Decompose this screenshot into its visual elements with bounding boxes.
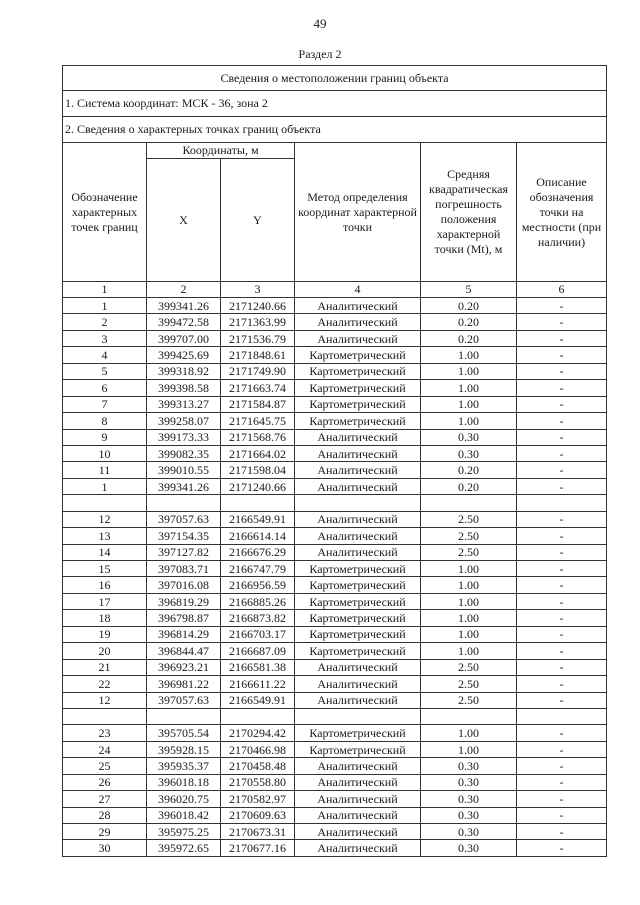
method: Аналитический [295,429,421,445]
coord-y: 2166549.91 [221,511,295,527]
point-number: 28 [63,807,147,823]
empty-cell [221,495,295,511]
method: Аналитический [295,528,421,544]
point-number: 14 [63,544,147,560]
table-row [63,429,607,445]
error-mt: 0.30 [421,758,517,774]
column-number: 2 [147,282,221,298]
error-mt: 1.00 [421,577,517,593]
point-number: 1 [63,478,147,494]
coord-x: 397154.35 [147,528,221,544]
coord-x: 399341.26 [147,298,221,314]
table-row [63,380,607,396]
table-row [63,840,607,856]
method: Аналитический [295,330,421,346]
description: - [517,692,607,708]
table-row [63,626,607,642]
coord-x: 395928.15 [147,741,221,757]
point-number: 19 [63,626,147,642]
coord-y: 2170458.48 [221,758,295,774]
coord-x: 397057.63 [147,692,221,708]
point-number: 3 [63,330,147,346]
description: - [517,445,607,461]
empty-cell [295,495,421,511]
empty-cell [63,708,147,724]
point-number: 29 [63,824,147,840]
method: Аналитический [295,478,421,494]
coord-y: 2170466.98 [221,741,295,757]
description: - [517,791,607,807]
coord-x: 395975.25 [147,824,221,840]
coord-x: 396923.21 [147,659,221,675]
method: Аналитический [295,298,421,314]
table-row [63,298,607,314]
point-number: 30 [63,840,147,856]
point-number: 6 [63,380,147,396]
error-mt: 1.00 [421,380,517,396]
table-row [63,363,607,379]
method: Аналитический [295,774,421,790]
method: Картометрический [295,380,421,396]
table-row [63,413,607,429]
empty-cell [421,495,517,511]
points-title-row: 2. Сведения о характерных точках границ объекта [63,117,607,143]
coord-y: 2171536.79 [221,330,295,346]
column-number: 3 [221,282,295,298]
coord-x: 396798.87 [147,610,221,626]
coord-x: 397127.82 [147,544,221,560]
error-mt: 2.50 [421,659,517,675]
table-row [63,511,607,527]
point-number: 10 [63,445,147,461]
coord-x: 399010.55 [147,462,221,478]
table-row [63,692,607,708]
description: - [517,824,607,840]
method: Аналитический [295,840,421,856]
empty-cell [147,495,221,511]
method: Картометрический [295,347,421,363]
error-mt: 1.00 [421,561,517,577]
table-banner: Сведения о местоположении границ объекта [63,66,607,91]
error-mt: 1.00 [421,363,517,379]
table-row [63,610,607,626]
column-number: 5 [421,282,517,298]
coord-y: 2171749.90 [221,363,295,379]
point-number: 9 [63,429,147,445]
point-number: 17 [63,593,147,609]
description: - [517,330,607,346]
point-number: 7 [63,396,147,412]
coord-x: 399258.07 [147,413,221,429]
coord-y: 2166611.22 [221,676,295,692]
description: - [517,413,607,429]
coord-system-row: 1. Система координат: МСК - 36, зона 2 [63,91,607,117]
error-mt: 1.00 [421,413,517,429]
empty-cell [63,495,147,511]
point-number: 13 [63,528,147,544]
description: - [517,643,607,659]
coord-y: 2170609.63 [221,807,295,823]
coord-x: 396814.29 [147,626,221,642]
method: Картометрический [295,593,421,609]
coord-x: 395972.65 [147,840,221,856]
coord-x: 399398.58 [147,380,221,396]
table-row [63,774,607,790]
coord-y: 2166687.09 [221,643,295,659]
description: - [517,511,607,527]
description: - [517,758,607,774]
error-mt: 2.50 [421,528,517,544]
column-number: 1 [63,282,147,298]
table-row [63,659,607,675]
coord-x: 399313.27 [147,396,221,412]
table-row [63,528,607,544]
description: - [517,363,607,379]
header-description: Описание обозначения точки на местности (при наличии) [517,143,607,282]
table-row [63,807,607,823]
header-point-designation: Обозначение характерных точек границ [63,143,147,282]
header-error: Средняя квадратическая погрешность положения характерной точки (Mt), м [421,143,517,282]
page-number: 49 [313,16,327,31]
table-row [63,593,607,609]
coord-y: 2166703.17 [221,626,295,642]
table-row [63,561,607,577]
description: - [517,676,607,692]
coord-y: 2170582.97 [221,791,295,807]
coord-x: 396018.18 [147,774,221,790]
method: Аналитический [295,544,421,560]
coord-x: 396844.47 [147,643,221,659]
empty-cell [517,495,607,511]
column-number: 6 [517,282,607,298]
error-mt: 2.50 [421,511,517,527]
header-y: Y [221,159,295,282]
method: Картометрический [295,413,421,429]
point-number: 18 [63,610,147,626]
point-number: 12 [63,692,147,708]
point-number: 16 [63,577,147,593]
error-mt: 1.00 [421,396,517,412]
object-boundaries-table [62,65,607,857]
error-mt: 1.00 [421,626,517,642]
coord-y: 2171240.66 [221,478,295,494]
coord-x: 397057.63 [147,511,221,527]
column-numbers-row [63,282,607,298]
coord-x: 396020.75 [147,791,221,807]
description: - [517,396,607,412]
table-row [63,577,607,593]
coord-y: 2171848.61 [221,347,295,363]
error-mt: 0.20 [421,478,517,494]
point-number: 1 [63,298,147,314]
coord-x: 399425.69 [147,347,221,363]
method: Аналитический [295,462,421,478]
method: Аналитический [295,314,421,330]
point-number: 24 [63,741,147,757]
table-row [63,396,607,412]
method: Аналитический [295,824,421,840]
coord-y: 2171363.99 [221,314,295,330]
error-mt: 1.00 [421,347,517,363]
point-number: 25 [63,758,147,774]
error-mt: 0.20 [421,314,517,330]
coord-y: 2171568.76 [221,429,295,445]
empty-cell [221,708,295,724]
empty-cell [147,708,221,724]
description: - [517,478,607,494]
method: Аналитический [295,676,421,692]
coord-y: 2166676.29 [221,544,295,560]
error-mt: 2.50 [421,676,517,692]
coord-x: 399173.33 [147,429,221,445]
error-mt: 0.30 [421,445,517,461]
error-mt: 0.30 [421,840,517,856]
point-number: 20 [63,643,147,659]
coord-y: 2171664.02 [221,445,295,461]
method: Аналитический [295,659,421,675]
description: - [517,577,607,593]
coord-y: 2170673.31 [221,824,295,840]
description: - [517,380,607,396]
coord-y: 2166549.91 [221,692,295,708]
description: - [517,561,607,577]
table-row [63,758,607,774]
error-mt: 1.00 [421,593,517,609]
description: - [517,544,607,560]
error-mt: 0.30 [421,774,517,790]
error-mt: 0.20 [421,330,517,346]
description: - [517,840,607,856]
method: Картометрический [295,725,421,741]
description: - [517,659,607,675]
point-number: 2 [63,314,147,330]
method: Аналитический [295,791,421,807]
method: Картометрический [295,610,421,626]
table-row [63,791,607,807]
table-row [63,741,607,757]
coord-y: 2166873.82 [221,610,295,626]
table-row [63,478,607,494]
method: Аналитический [295,692,421,708]
table-row [63,347,607,363]
point-number: 21 [63,659,147,675]
coord-y: 2171240.66 [221,298,295,314]
error-mt: 0.30 [421,429,517,445]
error-mt: 0.20 [421,298,517,314]
description: - [517,774,607,790]
method: Картометрический [295,396,421,412]
table-row [63,676,607,692]
method: Аналитический [295,511,421,527]
group-separator-row [63,495,607,511]
coord-x: 399707.00 [147,330,221,346]
method: Аналитический [295,758,421,774]
description: - [517,807,607,823]
error-mt: 1.00 [421,725,517,741]
description: - [517,429,607,445]
method: Картометрический [295,643,421,659]
method: Картометрический [295,626,421,642]
method: Аналитический [295,807,421,823]
coord-x: 396981.22 [147,676,221,692]
coord-y: 2170294.42 [221,725,295,741]
coord-y: 2166885.26 [221,593,295,609]
description: - [517,347,607,363]
method: Картометрический [295,561,421,577]
coord-x: 397083.71 [147,561,221,577]
description: - [517,462,607,478]
coord-x: 399082.35 [147,445,221,461]
coord-y: 2166956.59 [221,577,295,593]
error-mt: 2.50 [421,544,517,560]
point-number: 12 [63,511,147,527]
group-separator-row [63,708,607,724]
coord-x: 396018.42 [147,807,221,823]
description: - [517,725,607,741]
table-row [63,725,607,741]
coord-y: 2170558.80 [221,774,295,790]
column-number: 4 [295,282,421,298]
coord-y: 2166747.79 [221,561,295,577]
header-x: X [147,159,221,282]
coord-x: 395935.37 [147,758,221,774]
coord-x: 399472.58 [147,314,221,330]
table-row [63,462,607,478]
error-mt: 1.00 [421,643,517,659]
description: - [517,593,607,609]
point-number: 26 [63,774,147,790]
coord-y: 2171663.74 [221,380,295,396]
description: - [517,610,607,626]
coord-y: 2166614.14 [221,528,295,544]
coord-x: 399318.92 [147,363,221,379]
empty-cell [295,708,421,724]
coord-y: 2170677.16 [221,840,295,856]
point-number: 22 [63,676,147,692]
coord-y: 2171645.75 [221,413,295,429]
table-row [63,643,607,659]
point-number: 4 [63,347,147,363]
error-mt: 0.20 [421,462,517,478]
table-row [63,330,607,346]
description: - [517,298,607,314]
method: Аналитический [295,445,421,461]
empty-cell [517,708,607,724]
coord-y: 2166581.38 [221,659,295,675]
point-number: 27 [63,791,147,807]
method: Картометрический [295,577,421,593]
coord-x: 399341.26 [147,478,221,494]
description: - [517,626,607,642]
point-number: 11 [63,462,147,478]
coord-x: 397016.08 [147,577,221,593]
coord-y: 2171584.87 [221,396,295,412]
error-mt: 2.50 [421,692,517,708]
empty-cell [421,708,517,724]
error-mt: 0.30 [421,791,517,807]
error-mt: 1.00 [421,741,517,757]
description: - [517,741,607,757]
error-mt: 0.30 [421,807,517,823]
description: - [517,528,607,544]
method: Картометрический [295,741,421,757]
point-number: 23 [63,725,147,741]
description: - [517,314,607,330]
table-row [63,445,607,461]
table-row [63,544,607,560]
table-row [63,314,607,330]
point-number: 15 [63,561,147,577]
method: Картометрический [295,363,421,379]
error-mt: 1.00 [421,610,517,626]
coord-x: 396819.29 [147,593,221,609]
point-number: 5 [63,363,147,379]
table-row [63,824,607,840]
error-mt: 0.30 [421,824,517,840]
header-coordinates: Координаты, м [147,143,295,159]
point-number: 8 [63,413,147,429]
header-method: Метод определения координат характерной точки [295,143,421,282]
section-title: Раздел 2 [298,47,342,61]
coord-x: 395705.54 [147,725,221,741]
coord-y: 2171598.04 [221,462,295,478]
